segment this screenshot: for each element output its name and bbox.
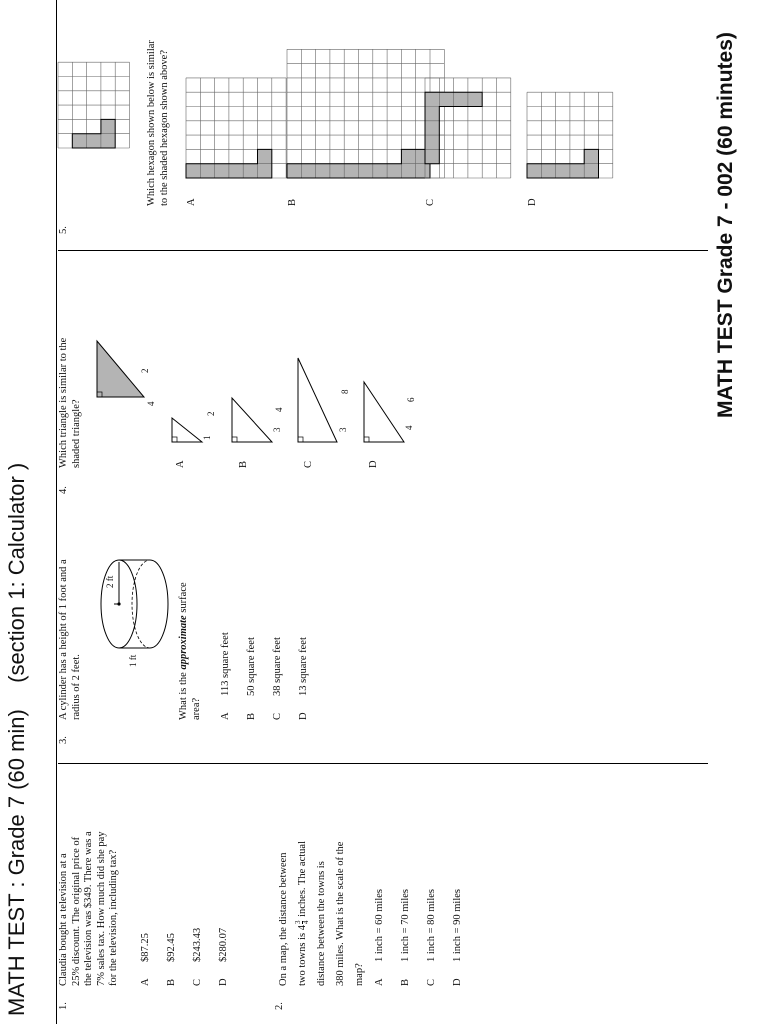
prompt-text: surface: [178, 582, 189, 616]
option-text: 13 square feet: [298, 637, 309, 696]
triangle-a-height-label: 2: [206, 411, 216, 416]
q1-line: for the television, including tax?: [108, 849, 119, 986]
q2-text-before: two towns is 4: [297, 925, 308, 986]
option-letter: D: [368, 460, 379, 468]
hexagon-option-a: [186, 78, 286, 178]
option-text: 1 inch = 60 miles: [374, 889, 385, 962]
triangle-a-base-label: 1: [202, 435, 212, 440]
q1-line: the television was $349. There was a: [83, 831, 94, 986]
triangle-c-base-label: 3: [338, 427, 348, 432]
option-letter: D: [298, 712, 309, 720]
section-label: (section 1: Calculator ): [4, 462, 29, 683]
option-letter: A: [374, 978, 385, 986]
option-letter: D: [218, 978, 229, 986]
option-letter: C: [303, 460, 314, 468]
fraction-numerator: 3: [294, 920, 303, 925]
question-1-number: 1.: [58, 1002, 69, 1010]
question-5-number: 5.: [58, 226, 69, 234]
option-letter: C: [426, 978, 437, 986]
q3-line: radius of 2 feet.: [70, 654, 82, 720]
question-2-number: 2.: [274, 1002, 285, 1010]
option-text: $87.25: [140, 933, 151, 962]
option-letter: A: [140, 978, 151, 986]
option-text: 1 inch = 90 miles: [452, 889, 463, 962]
option-text: 38 square feet: [272, 637, 283, 696]
q2-line: map?: [354, 963, 365, 986]
option-letter: A: [186, 198, 197, 206]
option-text: 113 square feet: [220, 632, 231, 696]
hexagon-option-c: [425, 78, 511, 178]
q5-line: to the shaded hexagon shown above?: [158, 50, 170, 206]
option-letter: B: [238, 460, 249, 468]
option-text: $280.07: [218, 927, 229, 962]
triangle-b-base-label: 3: [272, 427, 282, 432]
option-letter: D: [527, 198, 538, 206]
option-letter: B: [287, 198, 298, 206]
q2-line: 380 miles. What is the scale of the: [335, 841, 346, 986]
option-letter: B: [166, 978, 177, 986]
triangle-c-height-label: 8: [340, 389, 350, 394]
option-letter: C: [272, 712, 283, 720]
q2-text-after: inches. The actual: [297, 841, 308, 920]
option-letter: B: [246, 712, 257, 720]
prompt-emphasis: approximate: [178, 615, 189, 670]
hexagon-option-d: [527, 92, 613, 178]
fraction-denominator: 4: [302, 920, 311, 925]
hexagon-option-b: [287, 49, 444, 178]
reference-hexagon: [58, 62, 130, 148]
q4-line: shaded triangle?: [70, 399, 82, 468]
option-letter: C: [425, 198, 436, 206]
height-label: 1 ft: [128, 654, 138, 667]
q5-line: Which hexagon shown below is similar: [146, 40, 157, 206]
option-letter: A: [175, 460, 186, 468]
q2-line: distance between the towns is: [316, 861, 327, 986]
q2-line: On a map, the distance between: [278, 852, 289, 986]
q1-line: 7% sales tax. How much did she pay: [95, 831, 107, 986]
q3-line: A cylinder has a height of 1 foot and a: [58, 559, 69, 720]
triangle-b-height-label: 4: [274, 407, 284, 412]
radius-label: 2 ft: [105, 575, 115, 588]
shaded-base-label: 2: [140, 368, 150, 373]
q4-line: Which triangle is similar to the: [58, 337, 69, 468]
triangle-d-height-label: 6: [406, 397, 416, 402]
question-4-number: 4.: [58, 486, 69, 494]
q3-prompt-line: area?: [190, 697, 202, 720]
title-text: MATH TEST : Grade 7 (60 min): [4, 709, 29, 1016]
question-3-number: 3.: [58, 736, 69, 744]
page-footer: MATH TEST Grade 7 - 002 (60 minutes): [714, 32, 737, 418]
option-text: 1 inch = 80 miles: [426, 889, 437, 962]
option-letter: C: [192, 978, 203, 986]
option-letter: B: [400, 978, 411, 986]
triangle-d-base-label: 4: [404, 425, 414, 430]
option-text: 1 inch = 70 miles: [400, 889, 411, 962]
option-text: $92.45: [166, 933, 177, 962]
q1-line: 25% discount. The original price of: [70, 836, 82, 986]
option-letter: D: [452, 978, 463, 986]
prompt-text: What is the: [178, 669, 189, 720]
q1-line: Claudia bought a television at a: [58, 853, 69, 986]
option-text: $243.43: [192, 927, 203, 962]
option-letter: A: [220, 712, 231, 720]
option-text: 50 square feet: [246, 637, 257, 696]
shaded-height-label: 4: [146, 401, 156, 406]
